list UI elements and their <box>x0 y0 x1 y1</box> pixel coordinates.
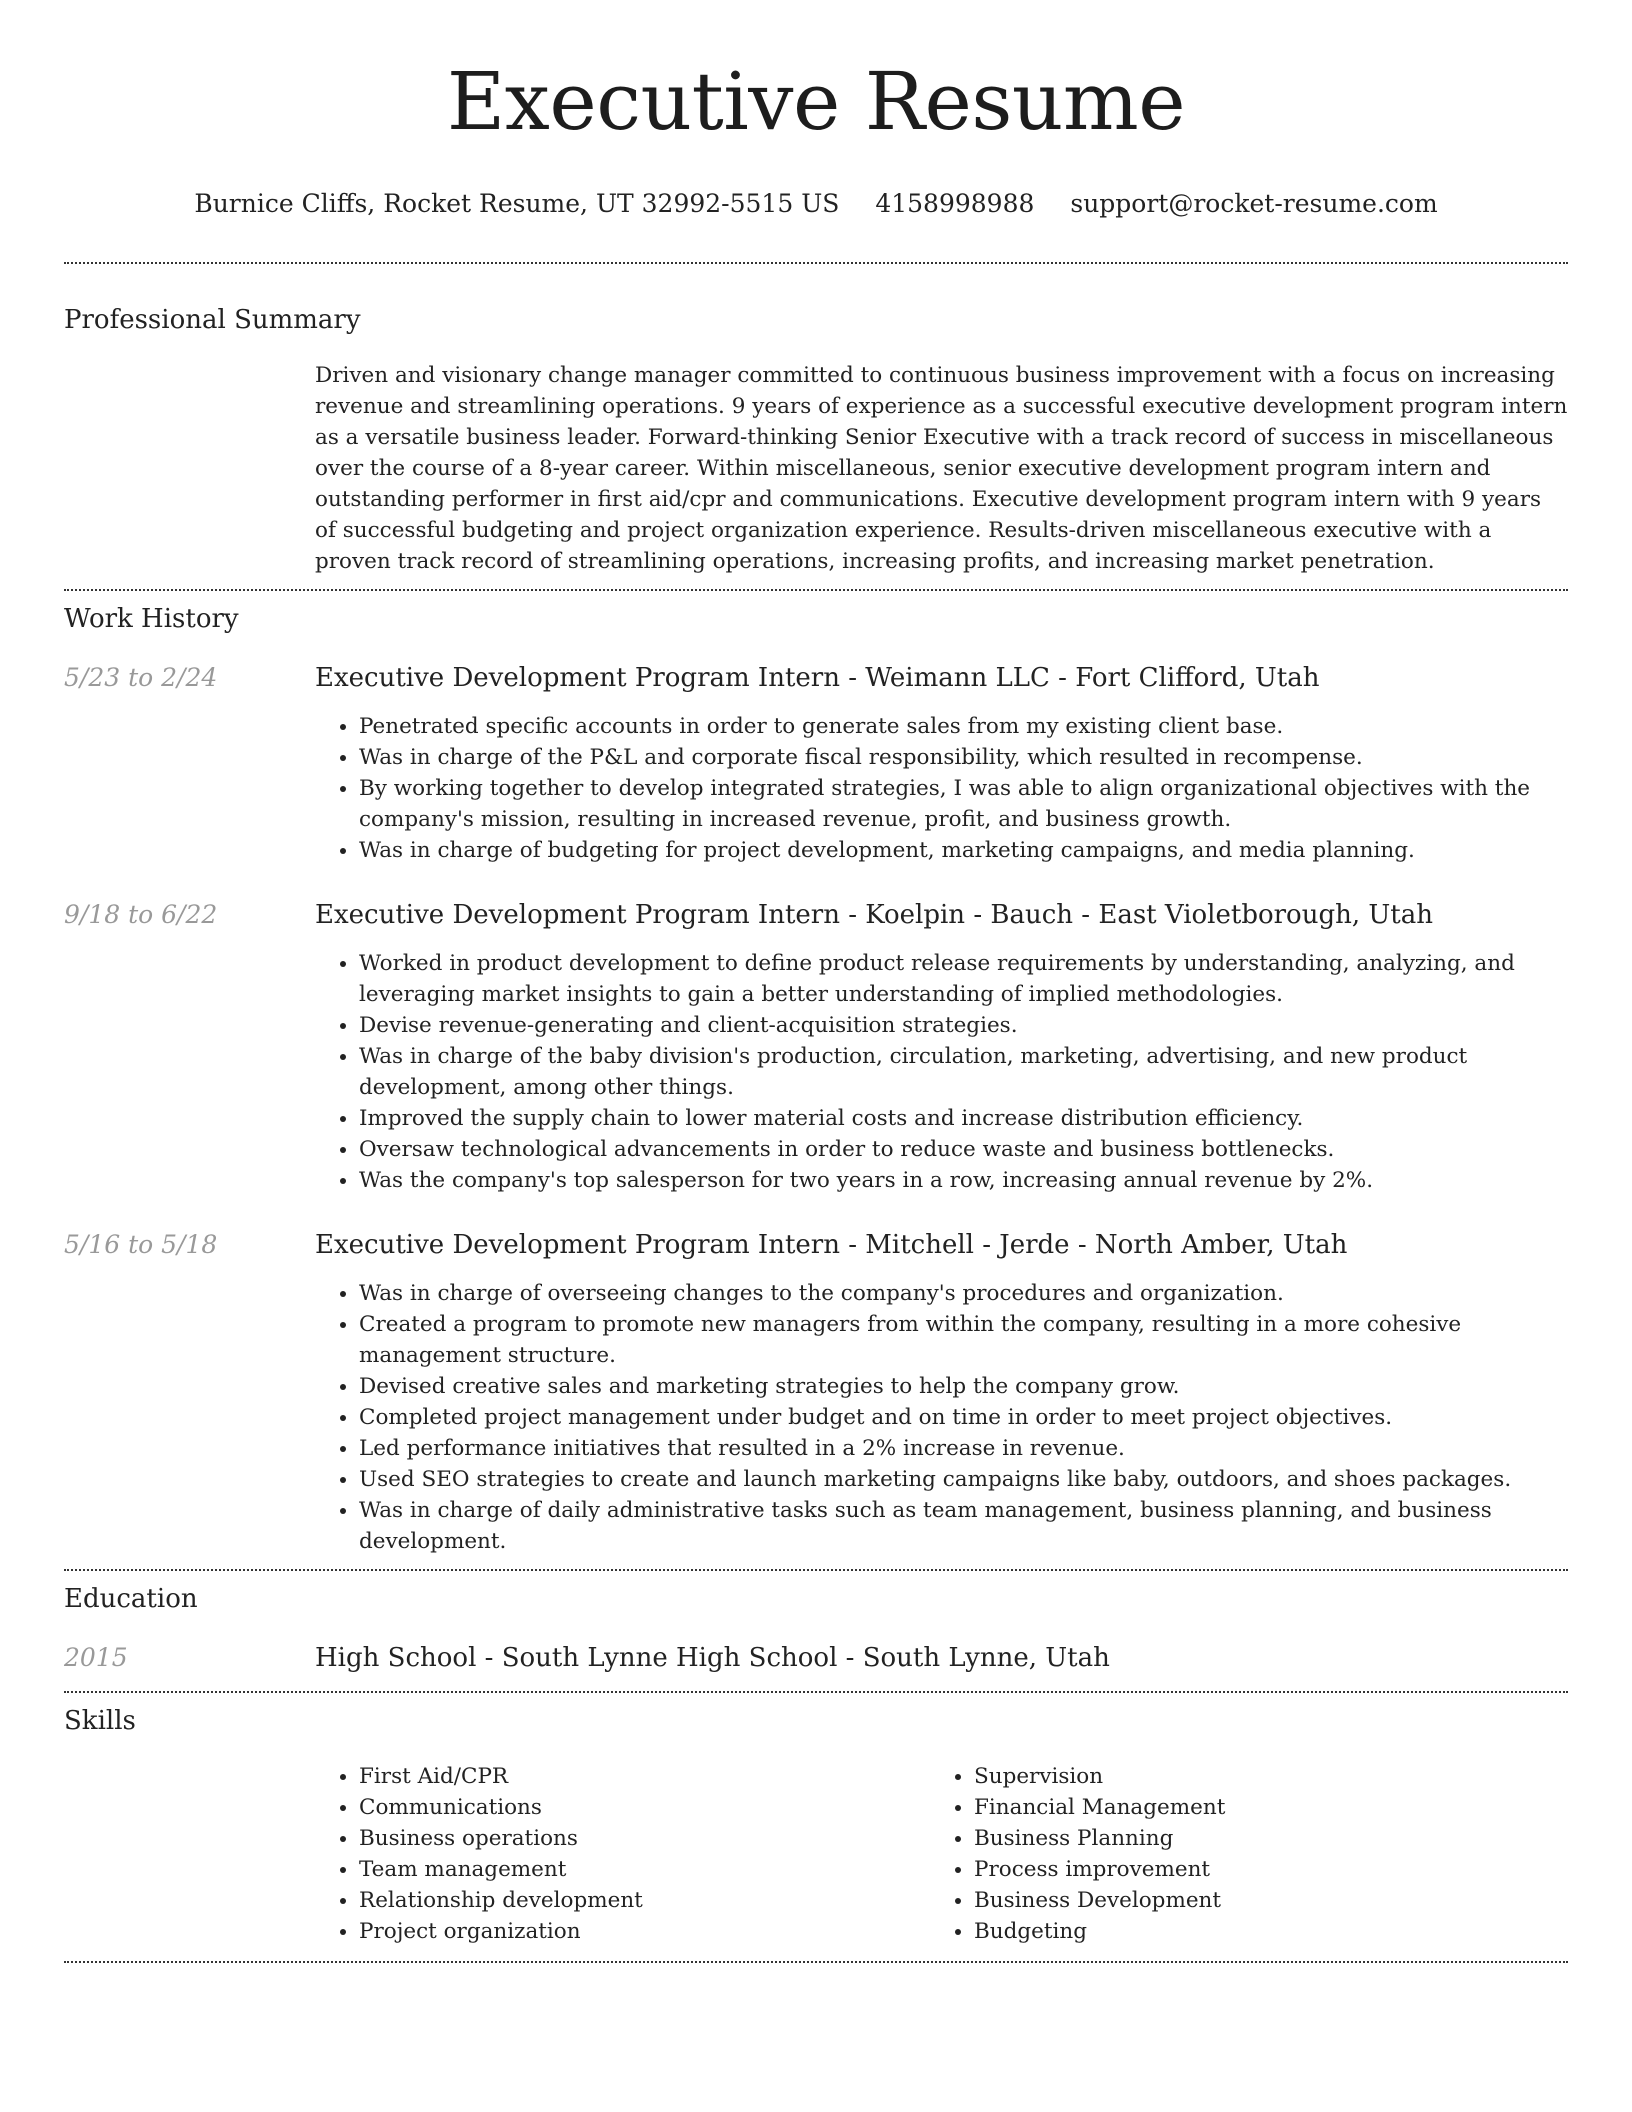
job-bullet: • Led performance initiatives that resulted in a 2% increase in revenue. <box>359 1433 1568 1464</box>
job-bullet: • Was in charge of overseeing changes to the company's procedures and organization. <box>359 1278 1568 1309</box>
section-divider <box>64 589 1568 591</box>
skills-section-title: Skills <box>64 1706 136 1736</box>
summary-section-title: Professional Summary <box>64 305 361 335</box>
skill-item: • Business operations <box>359 1823 930 1854</box>
job-bullet: • Completed project management under budget and on time in order to meet project objectives. <box>359 1402 1568 1433</box>
skill-item: • First Aid/CPR <box>359 1761 930 1792</box>
job-bullet: • Devise revenue-generating and client-acquisition strategies. <box>359 1010 1568 1041</box>
job-bullet: • Was in charge of budgeting for project development, marketing campaigns, and media planning. <box>359 835 1568 866</box>
job-bullets <box>315 948 1568 1196</box>
job-entry <box>64 898 1568 1196</box>
job-title: Executive Development Program Intern - Mitchell - Jerde - North Amber, Utah <box>315 1230 1348 1260</box>
section-divider <box>64 1691 1568 1693</box>
contact-address: Burnice Cliffs, Rocket Resume, UT 32992-5515 US <box>194 189 840 218</box>
job-bullets <box>315 1278 1568 1557</box>
skill-item: • Relationship development <box>359 1885 930 1916</box>
job-bullet: • Was the company's top salesperson for two years in a row, increasing annual revenue by 2%. <box>359 1165 1568 1196</box>
job-bullet: • Was in charge of daily administrative tasks such as team management, business planning, and business development. <box>359 1495 1568 1557</box>
section-divider <box>64 1569 1568 1571</box>
summary-text: Driven and visionary change manager committed to continuous business improvement with a focus on increasing revenue and streamlining operations. 9 years of experience as a successful executive development program intern as a versatile business leader. Forward-thinking Senior Executive with a track record of success in miscellaneous over the course of a 8-year career. Within miscellaneous, senior executive development program intern and outstanding performer in first aid/cpr and communications. Executive development program intern with 9 years of successful budgeting and project organization experience. Results-driven miscellaneous executive with a proven track record of streamlining operations, increasing profits, and increasing market penetration. <box>315 363 1568 574</box>
job-title: Executive Development Program Intern - Weimann LLC - Fort Clifford, Utah <box>315 663 1320 693</box>
job-bullet: • Penetrated specific accounts in order to generate sales from my existing client base. <box>359 711 1568 742</box>
resume-page <box>64 0 1568 1963</box>
resume-title: Executive Resume <box>446 55 1186 148</box>
skill-item: • Business Development <box>974 1885 1545 1916</box>
skill-item: • Process improvement <box>974 1854 1545 1885</box>
job-bullets <box>315 711 1568 866</box>
contact-line <box>64 188 1568 220</box>
job-bullet: • Oversaw technological advancements in order to reduce waste and business bottlenecks. <box>359 1134 1568 1165</box>
section-divider <box>64 262 1568 264</box>
section-divider <box>64 1961 1568 1963</box>
contact-phone: 4158998988 <box>875 189 1035 218</box>
skill-item: • Financial Management <box>974 1792 1545 1823</box>
skill-item: • Budgeting <box>974 1916 1545 1947</box>
education-year: 2015 <box>64 1643 128 1672</box>
education-entry <box>64 1641 1568 1675</box>
job-dates: 5/16 to 5/18 <box>64 1230 218 1259</box>
skill-item: • Project organization <box>359 1916 930 1947</box>
work-section-title: Work History <box>64 604 239 634</box>
skills-column-right <box>930 1761 1545 1947</box>
job-bullet: • Improved the supply chain to lower material costs and increase distribution efficiency. <box>359 1103 1568 1134</box>
job-bullet: • Used SEO strategies to create and launch marketing campaigns like baby, outdoors, and shoes packages. <box>359 1464 1568 1495</box>
skill-item: • Communications <box>359 1792 930 1823</box>
job-entry <box>64 661 1568 866</box>
education-title: High School - South Lynne High School - South Lynne, Utah <box>315 1643 1110 1673</box>
job-dates: 5/23 to 2/24 <box>64 663 218 692</box>
skill-item: • Team management <box>359 1854 930 1885</box>
skill-item: • Supervision <box>974 1761 1545 1792</box>
job-bullet: • Was in charge of the baby division's production, circulation, marketing, advertising, and new product development, among other things. <box>359 1041 1568 1103</box>
job-bullet: • Worked in product development to define product release requirements by understanding, analyzing, and leveraging market insights to gain a better understanding of implied methodologies. <box>359 948 1568 1010</box>
skills-list <box>315 1761 1568 1947</box>
job-entry <box>64 1228 1568 1557</box>
skills-column-left <box>315 1761 930 1947</box>
job-bullet: • Was in charge of the P&L and corporate fiscal responsibility, which resulted in recompense. <box>359 742 1568 773</box>
job-bullet: • Created a program to promote new managers from within the company, resulting in a more cohesive management structure. <box>359 1309 1568 1371</box>
contact-email: support@rocket-resume.com <box>1070 189 1438 218</box>
job-bullet: • Devised creative sales and marketing strategies to help the company grow. <box>359 1371 1568 1402</box>
job-bullet: • By working together to develop integrated strategies, I was able to align organizational objectives with the company's mission, resulting in increased revenue, profit, and business growth. <box>359 773 1568 835</box>
education-section-title: Education <box>64 1584 198 1614</box>
job-title: Executive Development Program Intern - Koelpin - Bauch - East Violetborough, Utah <box>315 900 1433 930</box>
job-dates: 9/18 to 6/22 <box>64 900 218 929</box>
skill-item: • Business Planning <box>974 1823 1545 1854</box>
